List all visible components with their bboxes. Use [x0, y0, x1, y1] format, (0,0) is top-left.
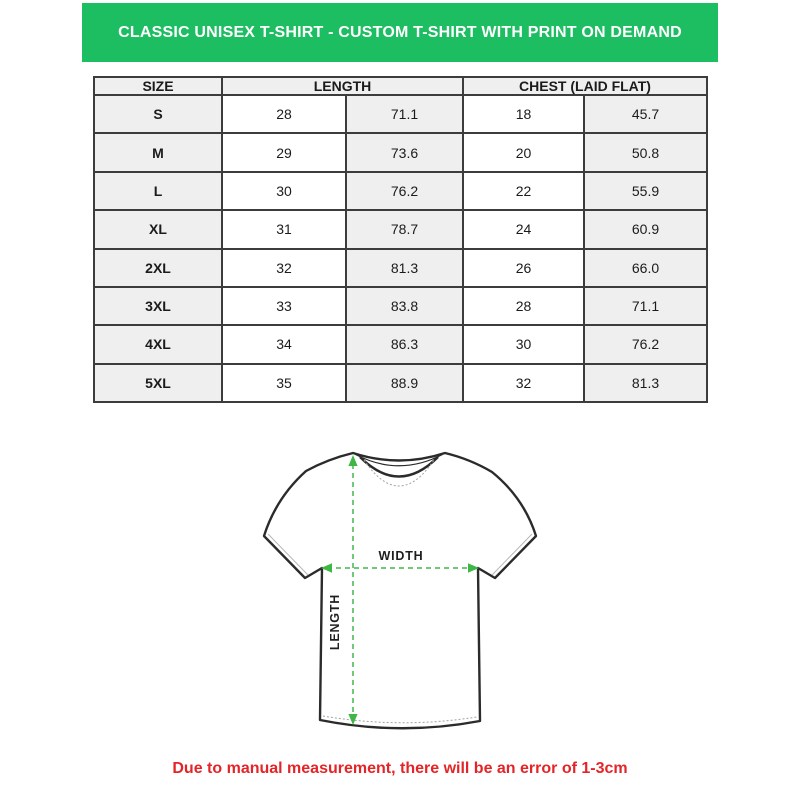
tshirt-outline	[264, 453, 536, 728]
chest-inches-cell: 26	[463, 249, 584, 287]
length-inches-cell: 35	[222, 364, 346, 402]
length-inches-cell: 34	[222, 325, 346, 363]
measurement-note: Due to manual measurement, there will be an error of 1-3cm	[172, 760, 628, 777]
length-inches-cell: 32	[222, 249, 346, 287]
table-row	[94, 287, 707, 325]
chest-cm-cell: 66.0	[584, 249, 707, 287]
chest-cm-cell: 45.7	[584, 95, 707, 133]
chest-inches-cell: 28	[463, 287, 584, 325]
length-cm-cell: 73.6	[346, 133, 463, 171]
chest-inches-cell: 22	[463, 172, 584, 210]
chest-inches-cell: 32	[463, 364, 584, 402]
table-row	[94, 172, 707, 210]
chest-cm-cell: 71.1	[584, 287, 707, 325]
size-table-body	[94, 95, 707, 402]
table-row	[94, 210, 707, 248]
chest-cm-cell: 60.9	[584, 210, 707, 248]
chest-inches-cell: 24	[463, 210, 584, 248]
length-inches-cell: 30	[222, 172, 346, 210]
header-row	[94, 77, 707, 95]
length-cm-cell: 76.2	[346, 172, 463, 210]
length-cm-cell: 78.7	[346, 210, 463, 248]
size-cell: L	[94, 172, 222, 210]
size-cell: 5XL	[94, 364, 222, 402]
chest-inches-cell: 20	[463, 133, 584, 171]
size-column-header: SIZE	[94, 77, 222, 95]
size-cell: S	[94, 95, 222, 133]
header-title: CLASSIC UNISEX T-SHIRT - CUSTOM T-SHIRT WITH PRINT ON DEMAND	[118, 23, 682, 41]
size-cell: XL	[94, 210, 222, 248]
length-column-header: LENGTH	[222, 77, 463, 95]
length-inches-cell: 28	[222, 95, 346, 133]
chest-column-header: CHEST (LAID FLAT)	[463, 77, 707, 95]
width-label: WIDTH	[378, 549, 424, 563]
size-table-header	[94, 77, 707, 95]
length-cm-cell: 83.8	[346, 287, 463, 325]
length-cm-cell: 88.9	[346, 364, 463, 402]
header-banner	[82, 3, 718, 62]
chest-cm-cell: 81.3	[584, 364, 707, 402]
tshirt-svg	[240, 440, 560, 760]
size-cell: 4XL	[94, 325, 222, 363]
size-table	[93, 76, 708, 403]
chest-inches-cell: 30	[463, 325, 584, 363]
size-cell: M	[94, 133, 222, 171]
tshirt-diagram	[240, 440, 560, 760]
length-label: LENGTH	[328, 593, 342, 651]
table-row	[94, 249, 707, 287]
chest-cm-cell: 76.2	[584, 325, 707, 363]
table-row	[94, 364, 707, 402]
length-inches-cell: 33	[222, 287, 346, 325]
table-row	[94, 133, 707, 171]
chest-cm-cell: 50.8	[584, 133, 707, 171]
length-inches-cell: 29	[222, 133, 346, 171]
length-inches-cell: 31	[222, 210, 346, 248]
length-cm-cell: 71.1	[346, 95, 463, 133]
chest-inches-cell: 18	[463, 95, 584, 133]
size-cell: 2XL	[94, 249, 222, 287]
table-row	[94, 95, 707, 133]
table-row	[94, 325, 707, 363]
chest-cm-cell: 55.9	[584, 172, 707, 210]
length-cm-cell: 81.3	[346, 249, 463, 287]
length-cm-cell: 86.3	[346, 325, 463, 363]
size-cell: 3XL	[94, 287, 222, 325]
